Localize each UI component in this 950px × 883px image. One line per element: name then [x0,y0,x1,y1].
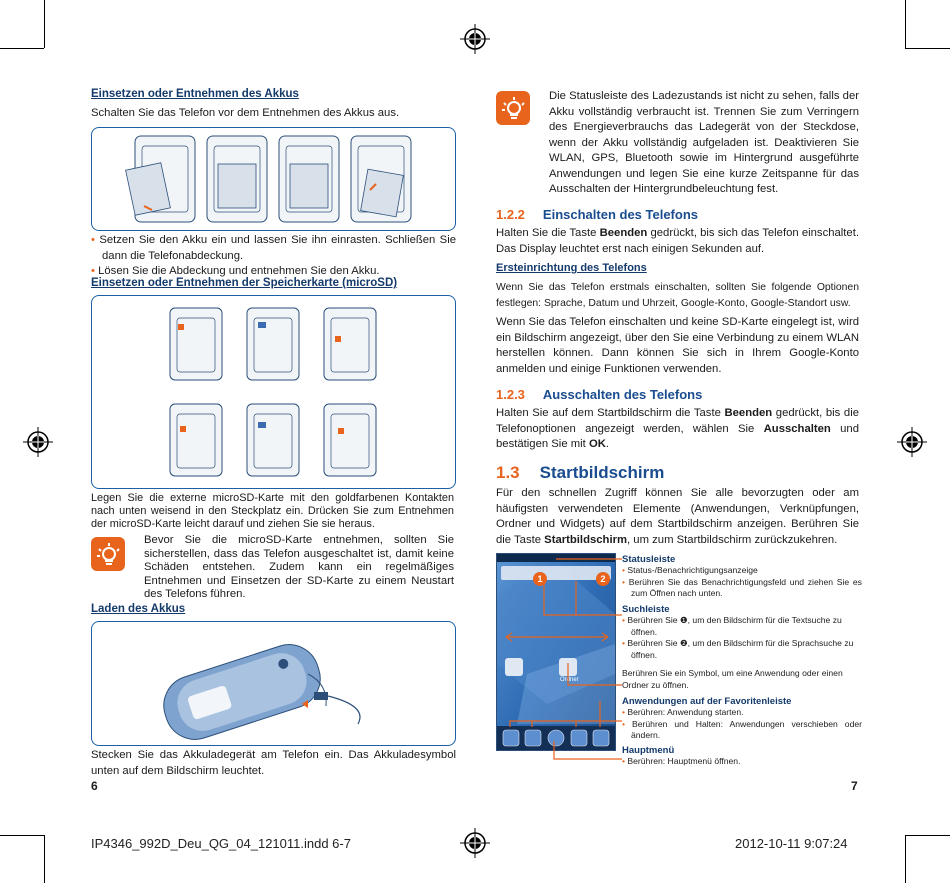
callout-favorites: Anwendungen auf der Favoritenleiste • Berühren: Anwendung starten. • Berühren und Halten: Anwendungen verschieben oder ändern. [622,696,863,741]
power-off-text: Halten Sie auf dem Startbildschirm die Taste Beenden gedrückt, bis die Telefonoptionen angezeigt werden, wählen Sie Ausschalten und bestätigen Sie mit OK. [496,407,859,450]
badge-voice-search: 2 [596,572,610,586]
charging-section-title: Laden des Akkus [91,603,186,615]
microsd-insertion-illustration [92,296,455,488]
power-on-text: Halten Sie die Taste Beenden gedrückt, bis sich das Telefon einschaltet. Das Display leuchtet erst nach einigen Sekunden auf. [496,227,859,255]
callout-main-menu: Hauptmenü • Berühren: Hauptmenü öffnen. [622,745,741,766]
charging-section-text: Stecken Sie das Akkuladegerät am Telefon ein. Das Akkuladesymbol unten auf dem Bildschirm leuchtet. [91,749,456,777]
tip-icon [91,537,125,571]
footer-filename: IP4346_992D_Deu_QG_04_121011.indd 6-7 [91,836,351,851]
battery-illustration-box [91,127,456,231]
badge-text-search: 1 [533,572,547,586]
microsd-section-text: Legen Sie die externe microSD-Karte mit den goldfarbenen Kontakten nach unten weisend in den Steckplatz ein. Drücken Sie zum Entnehmen der microSD-Karte leicht darauf und ziehen Sie sie heraus. [91,492,454,530]
callout-status-bar: Statusleiste • Status-/Benachrichtigungsanzeige • Berühren Sie das Benachrichtigungsfeld und ziehen Sie es zum Öffnen nach unten. [622,554,862,599]
home-screen-text: Für den schnellen Zugriff können Sie alle bevorzugten oder am häufigsten verwendeten Elemente (Anwendungen, Verknüpfungen, Ordner und Widgets) auf dem Startbildschirm anzeigen. Berühren Sie die Taste Startbildschirm, um zum Startbildschirm zurückzukehren. [496,487,859,546]
battery-bullet-list [91,233,456,280]
list-item: • Setzen Sie den Akku ein und lassen Sie ihn einrasten. Schließen Sie dann die Telefonabdeckung. [91,234,456,262]
registration-mark-left [23,427,53,457]
folder-label: Ordner [560,677,579,683]
charging-illustration [92,622,455,745]
callout-icon: Berühren Sie ein Symbol, um eine Anwendung oder einen Ordner zu öffnen. [622,668,843,690]
registration-mark-right [897,427,927,457]
registration-mark-bottom [460,828,490,858]
heading-power-off: 1.2.3 Ausschalten des Telefons [496,387,703,402]
microsd-section-title: Einsetzen oder Entnehmen der Speicherkarte (microSD) [91,277,398,289]
callout-search-bar: Suchleiste • Berühren Sie ❶, um den Bildschirm für die Textsuche zu öffnen. • Berühren Sie ❷, um den Bildschirm für die Sprachsuche zu öffnen. [622,604,854,660]
page-number-right: 7 [851,779,858,793]
list-item: • Lösen Sie die Abdeckung und entnehmen Sie den Akku. [91,265,380,277]
charging-tip-text: Die Statusleiste des Ladezustands ist nicht zu sehen, falls der Akku vollständig verbraucht ist. Trennen Sie zum Verringern des Energieverbrauchs das Ladegerät von der Steckdose, wenn der Akku vollständig aufgeladen ist. Deaktivieren Sie WLAN, GPS, Bluetooth sowie im Hintergrund ausgeführte Anwendungen und legen Sie eine kurze Zeitspanne für das Ausschalten der Hintergrundbeleuchtung fest. [549,90,859,195]
battery-section-text: Schalten Sie das Telefon vor dem Entnehmen des Akkus aus. [91,107,400,119]
setup-text-2: Wenn Sie das Telefon einschalten und keine SD-Karte eingelegt ist, wird ein Bildschirm angezeigt, über den Sie eine Verbindung zu einem WLAN herstellen können. Dann können Sie sich in Ihrem Google-Konto anmelden und einige Funktionen verwenden. [496,316,859,375]
microsd-illustration-box [91,295,456,489]
battery-insertion-illustration [92,128,455,230]
heading-power-on: 1.2.2 Einschalten des Telefons [496,207,699,222]
callout-leader-lines [496,553,626,763]
heading-home-screen: 1.3 Startbildschirm [496,463,665,482]
registration-mark-top [460,24,490,54]
battery-section-title: Einsetzen oder Entnehmen des Akkus [91,88,299,100]
setup-subtitle: Ersteinrichtung des Telefons [496,262,647,274]
microsd-tip-text: Bevor Sie die microSD-Karte entnehmen, sollten Sie sicherstellen, dass das Telefon ausgeschaltet ist, damit keine Schäden entstehen. Zudem kann ein regelmäßiges Entnehmen und Einsetzen der SD-Karte zu einem Neustart des Telefons führen. [144,534,454,601]
footer-timestamp: 2012-10-11 9:07:24 [735,836,848,851]
page-number-left: 6 [91,779,98,793]
setup-text-1: Wenn Sie das Telefon erstmals einschalten, sollten Sie folgende Optionen festlegen: Sprache, Datum und Uhrzeit, Google-Konto, Google-Standort usw. [496,282,859,309]
tip-icon [496,91,530,125]
charging-illustration-box [91,621,456,746]
